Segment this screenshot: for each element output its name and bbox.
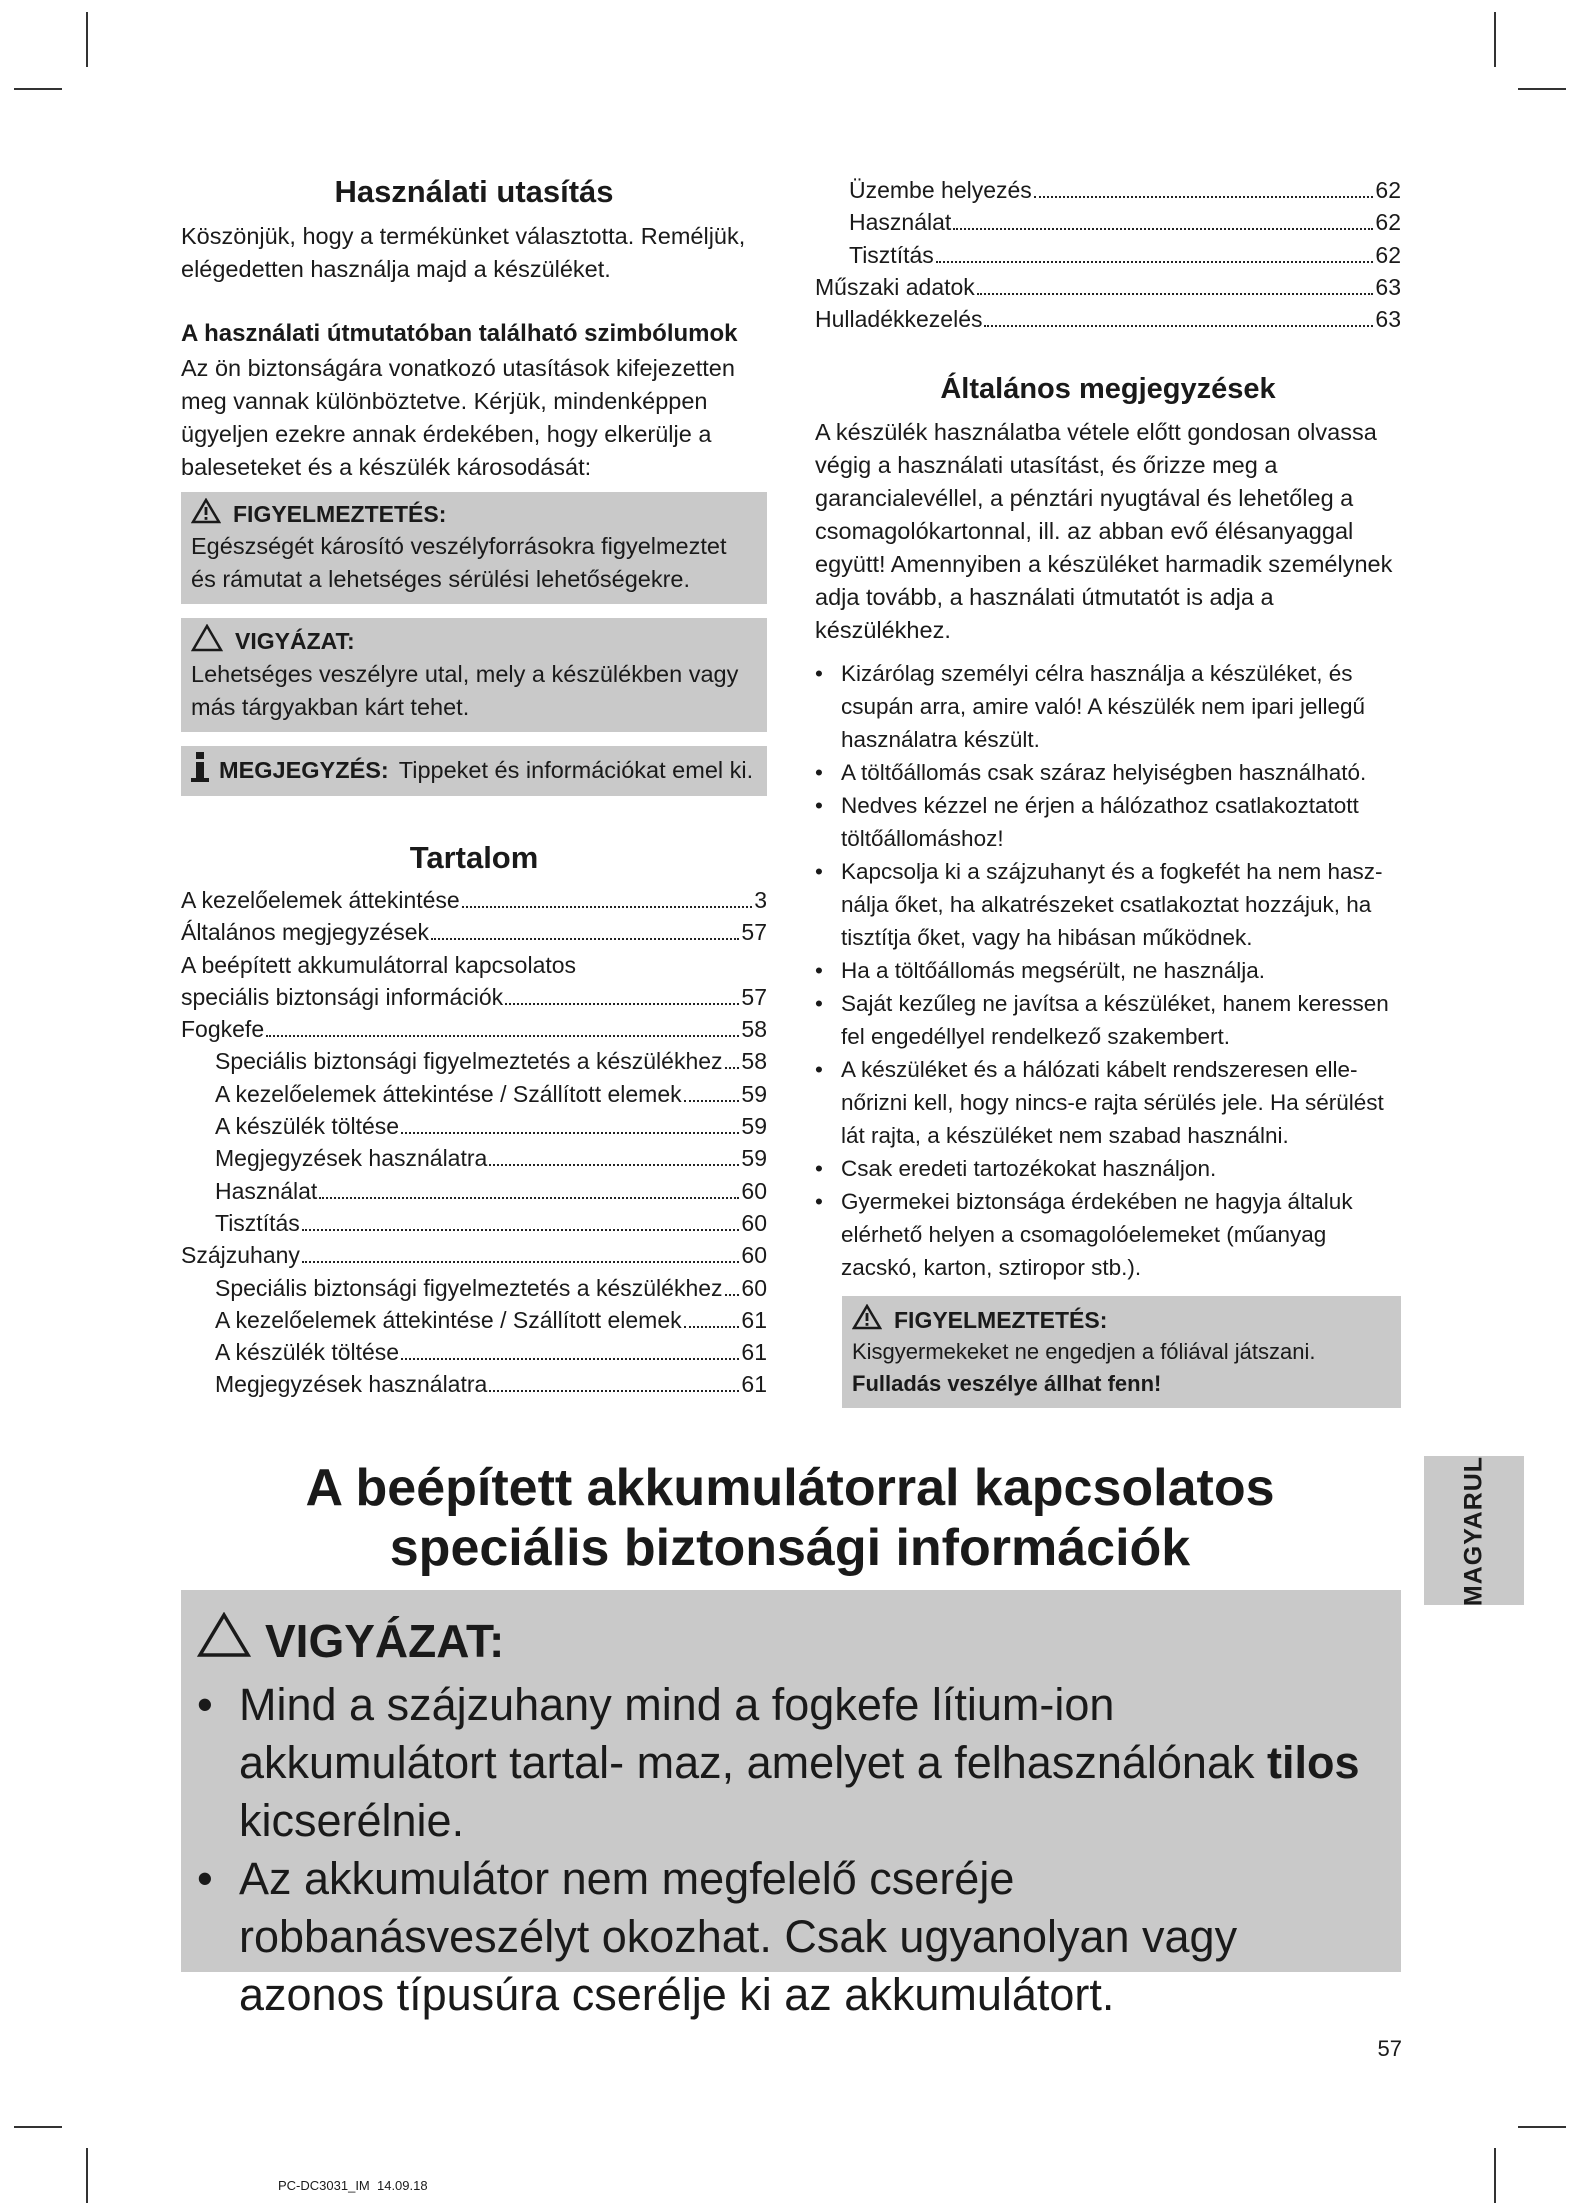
toc-leader-dots	[1034, 196, 1374, 198]
toc-entry	[181, 916, 767, 948]
bullet-icon: •	[197, 1853, 213, 1904]
toc-entry-page: 59	[741, 1080, 767, 1107]
battery-caution-header	[197, 1612, 504, 1669]
caution-header	[191, 624, 757, 658]
toc-entry	[181, 1045, 767, 1077]
film-warning-label: FIGYELMEZTETÉS:	[894, 1306, 1108, 1333]
toc-leader-dots	[401, 1358, 739, 1360]
toc-leader-dots	[953, 228, 1373, 230]
toc-entry-label: Megjegyzések használatra	[215, 1371, 488, 1398]
toc-leader-dots	[302, 1229, 740, 1231]
film-warning-line2: Fulladás veszélye állhat fenn!	[852, 1371, 1162, 1397]
bullet-icon: •	[197, 1679, 213, 1730]
toc-entry-page: 58	[741, 1048, 767, 1075]
general-bullet-item: • Kapcsolja ki a szájzuhanyt és a fogkefét ha nem hasz- nálja őket, ha alkatrészeket csatlakoztat hozzájuk, ha tisztítja őket, vagy ha hibásan működnek.	[815, 855, 1401, 954]
battery-title-line2: speciális biztonsági információk	[389, 1519, 1191, 1577]
warning-triangle-icon	[191, 498, 221, 530]
toc-entry	[181, 949, 767, 981]
toc-entry	[181, 1239, 767, 1271]
battery-bullet-1-bold: tilos	[1266, 1737, 1360, 1788]
toc-leader-dots	[936, 261, 1374, 263]
toc-entry-page: 63	[1375, 306, 1401, 333]
toc-entry-page: 63	[1375, 273, 1401, 300]
toc-entry	[815, 303, 1401, 335]
toc-entry	[181, 1368, 767, 1400]
toc-entry-label: Hulladékkezelés	[815, 306, 983, 333]
toc-title: Tartalom	[409, 840, 539, 875]
toc-entry-page: 3	[754, 887, 767, 913]
caution-label: VIGYÁZAT:	[235, 627, 355, 654]
toc-list-left	[181, 884, 767, 1401]
toc-entry-label: Fogkefe	[181, 1016, 265, 1043]
toc-entry-label: A kezelőelemek áttekintése	[181, 887, 460, 913]
toc-entry-label: A kezelőelemek áttekintése / Szállított elemek	[215, 1306, 682, 1333]
toc-entry	[181, 884, 767, 916]
crop-mark	[1518, 88, 1566, 90]
toc-entry	[181, 1336, 767, 1368]
toc-entry	[181, 1272, 767, 1304]
note-label: MEGJEGYZÉS:	[219, 756, 389, 783]
toc-entry-label: Általános megjegyzések	[181, 919, 430, 946]
crop-mark	[14, 2126, 62, 2128]
toc-entry-label: Használat	[215, 1177, 318, 1204]
toc-leader-dots	[984, 325, 1373, 327]
toc-entry-label: Üzembe helyezés	[849, 177, 1032, 203]
toc-entry-label: Speciális biztonsági figyelmeztetés a készülékhez	[215, 1048, 723, 1075]
toc-entry-label: Speciális biztonsági figyelmeztetés a készülékhez	[215, 1274, 723, 1301]
general-notes-title: Általános megjegyzések	[940, 373, 1276, 406]
symbols-text: Az ön biztonságára vonatkozó utasítások kifejezetten meg vannak különböztetve. Kérjük, mindenképpen ügyeljen ezekre annak érdekében, hogy elkerülje a baleseteket és a készülék károsodását:	[181, 355, 735, 480]
warning-text: Egészségét károsító veszélyforrásokra figyelmeztet és rámutat a lehetséges sérülési lehetőségekre.	[191, 533, 727, 592]
toc-entry-label: A beépített akkumulátorral kapcsolatos	[181, 951, 577, 978]
toc-leader-dots	[684, 1100, 740, 1102]
toc-entry-label: Tisztítás	[849, 241, 934, 268]
intro-text: Köszönjük, hogy a termékünket választotta. Reméljük, elégedetten használja majd a készüléket.	[181, 223, 746, 282]
toc-entry	[181, 1175, 767, 1207]
toc-entry	[181, 1142, 767, 1174]
toc-leader-dots	[319, 1197, 739, 1199]
battery-bullets	[197, 1676, 1377, 2024]
toc-entry	[181, 1078, 767, 1110]
toc-leader-dots	[684, 1326, 740, 1328]
toc-entry-page: 60	[741, 1209, 767, 1236]
crop-mark	[86, 2148, 88, 2203]
toc-entry-page: 58	[741, 1016, 767, 1043]
general-bullet-item: • Csak eredeti tartozékokat használjon.	[815, 1152, 1401, 1185]
battery-title-line1: A beépített akkumulátorral kapcsolatos	[305, 1459, 1275, 1517]
toc-entry-label: Használat	[849, 209, 952, 236]
crop-mark	[14, 88, 62, 90]
toc-leader-dots	[266, 1035, 739, 1037]
toc-entry-label: A kezelőelemek áttekintése / Szállított elemek	[215, 1080, 682, 1107]
battery-bullet	[197, 1676, 1377, 1850]
symbols-heading: A használati útmutatóban található szimbólumok	[181, 320, 738, 347]
toc-entry	[815, 206, 1401, 238]
general-bullet-item: • Nedves kézzel ne érjen a hálózathoz csatlakoztatott töltőállomáshoz!	[815, 789, 1401, 855]
toc-leader-dots	[489, 1390, 739, 1392]
toc-entry-page: 59	[741, 1145, 767, 1172]
general-bullet-item: • A töltőállomás csak száraz helyiségben használható.	[815, 756, 1401, 789]
general-bullet-item: • A készüléket és a hálózati kábelt rendszeresen elle- nőrizni kell, hogy nincs-e rajta sérülés jele. Ha sérülést lát rajta, a készüléket nem szabad használni.	[815, 1053, 1401, 1152]
toc-leader-dots	[505, 1003, 739, 1005]
toc-entry-page: 62	[1375, 209, 1401, 236]
film-warning-header	[852, 1304, 1391, 1336]
caution-triangle-icon	[197, 1612, 251, 1669]
toc-entry-page: 61	[741, 1306, 767, 1333]
battery-bullet	[197, 1850, 1377, 2024]
battery-caution-label: VIGYÁZAT:	[265, 1614, 505, 1667]
toc-entry-label: speciális biztonsági információk	[181, 983, 504, 1010]
toc-leader-dots	[431, 938, 739, 940]
toc-entry	[815, 239, 1401, 271]
toc-leader-dots	[462, 906, 752, 908]
toc-entry-page: 62	[1375, 177, 1401, 203]
toc-entry-page: 57	[741, 983, 767, 1010]
toc-entry	[181, 1110, 767, 1142]
toc-entry	[815, 271, 1401, 303]
toc-entry	[181, 1207, 767, 1239]
battery-bullet-1-pre: Mind a szájzuhany mind a fogkefe lítium-ion akkumulátort tartal- maz, amelyet a felhasználónak	[239, 1679, 1267, 1788]
toc-list-right	[815, 174, 1401, 335]
left-column	[181, 174, 767, 1401]
battery-caution-box	[181, 1590, 1401, 2020]
toc-entry-page: 60	[741, 1177, 767, 1204]
toc-leader-dots	[302, 1261, 739, 1263]
crop-mark	[86, 12, 88, 67]
language-side-tab	[1424, 1456, 1524, 1605]
toc-entry	[815, 174, 1401, 206]
caution-text: Lehetséges veszélyre utal, mely a készülékben vagy más tárgyakban kárt tehet.	[191, 661, 739, 720]
toc-entry-page: 61	[741, 1339, 767, 1366]
toc-leader-dots	[977, 293, 1374, 295]
crop-mark	[1518, 2126, 1566, 2128]
note-box	[181, 746, 767, 796]
toc-entry-page: 59	[741, 1113, 767, 1140]
footer-code: PC-DC3031_IM 14.09.18	[278, 2178, 428, 2193]
general-bullet-item: • Gyermekei biztonsága érdekében ne hagyja általuk elérhető helyen a csomagolóelemeket (műanyag zacskó, karton, sztiropor stb.).	[815, 1185, 1401, 1284]
toc-entry-label: A készülék töltése	[215, 1339, 400, 1366]
toc-entry-label: Megjegyzések használatra	[215, 1145, 488, 1172]
toc-entry-label: Tisztítás	[215, 1209, 300, 1236]
info-icon	[191, 752, 209, 788]
warning-label: FIGYELMEZTETÉS:	[233, 500, 447, 527]
toc-leader-dots	[489, 1164, 739, 1166]
toc-entry	[181, 1304, 767, 1336]
toc-entry-page: 60	[741, 1274, 767, 1301]
toc-entry-page: 60	[741, 1242, 767, 1269]
caution-box	[181, 618, 767, 732]
toc-entry-page: 57	[741, 919, 767, 946]
warning-header	[191, 498, 757, 530]
toc-leader-dots	[725, 1294, 740, 1296]
battery-title	[180, 1458, 1400, 1578]
film-warning-line1: Kisgyermekeket ne engedjen a fóliával játszani.	[852, 1339, 1316, 1365]
toc-entry-label: Szájzuhany	[181, 1242, 300, 1269]
warning-box	[181, 492, 767, 604]
battery-bullet-2: Az akkumulátor nem megfelelő cseréje robbanásveszélyt okozhat. Csak ugyanolyan vagy azonos típusúra cserélje ki az akkumulátort.	[239, 1853, 1238, 2020]
crop-mark	[1494, 2148, 1496, 2203]
toc-leader-dots	[401, 1132, 739, 1134]
note-text: Tippeket és információkat emel ki.	[398, 756, 754, 783]
general-bullet-item: • Ha a töltőállomás megsérült, ne használja.	[815, 954, 1401, 987]
toc-entry	[181, 981, 767, 1013]
toc-entry-label: Műszaki adatok	[815, 273, 975, 300]
manual-title: Használati utasítás	[334, 174, 614, 209]
toc-leader-dots	[725, 1067, 740, 1069]
general-bullets	[815, 657, 1401, 1284]
page-number: 57	[1377, 2036, 1402, 2061]
general-bullet-item: • Saját kezűleg ne javítsa a készüléket, hanem keressen fel engedéllyel rendelkező szakembert.	[815, 987, 1401, 1053]
right-column	[815, 174, 1401, 1408]
language-tab-label: MAGYARUL	[1459, 1455, 1488, 1606]
toc-entry-page: 62	[1375, 241, 1401, 268]
toc-entry-page: 61	[741, 1371, 767, 1398]
toc-entry	[181, 1013, 767, 1045]
warning-triangle-icon	[852, 1304, 882, 1336]
battery-bullet-1-post: kicserélnie.	[239, 1795, 465, 1846]
caution-triangle-icon	[191, 624, 223, 658]
toc-entry-label: A készülék töltése	[215, 1113, 400, 1140]
general-notes-text: A készülék használatba vétele előtt gondosan olvassa végig a használati utasítást, és őrizze meg a garancialevéllel, a pénztári nyugtával és lehetőleg a csomagolókartonnal, ill. az abban evő élésanyaggal együtt! Amennyiben a készüléket harmadik személynek adja tovább, a használati útmutatót is adja a készülékhez.	[815, 419, 1393, 644]
film-warning-box	[842, 1296, 1401, 1408]
crop-mark	[1494, 12, 1496, 67]
general-bullet-item: • Kizárólag személyi célra használja a készüléket, és csupán arra, amire való! A készülék nem ipari jellegű használatra készült.	[815, 657, 1401, 756]
